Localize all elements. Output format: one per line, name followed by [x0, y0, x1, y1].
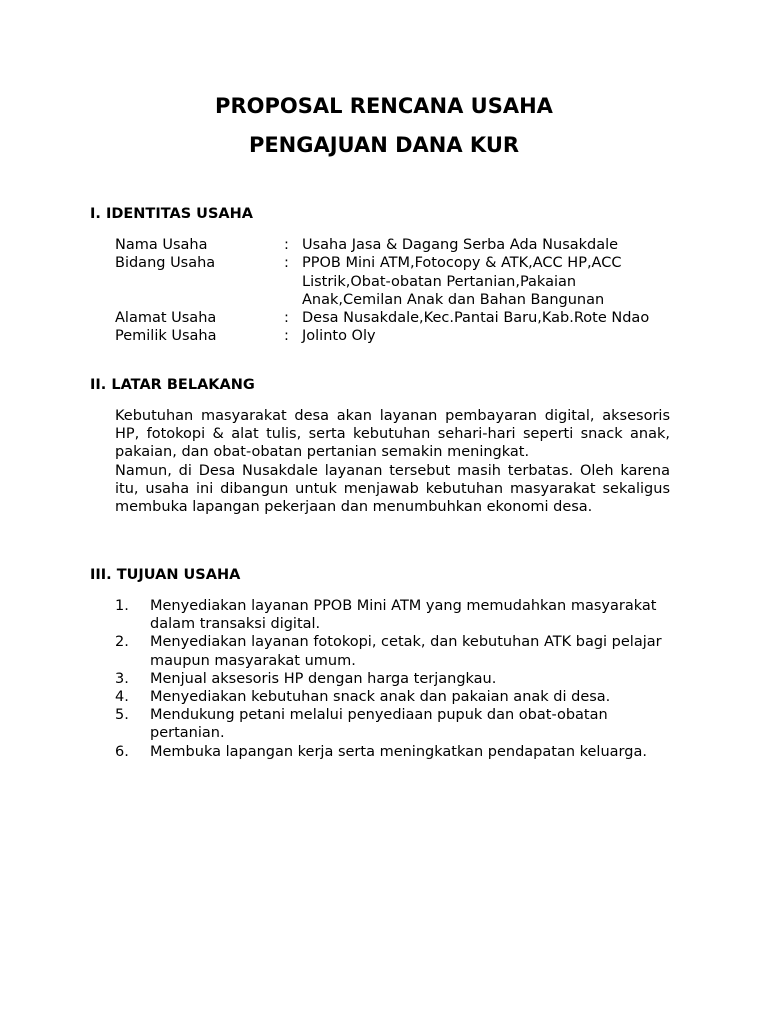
- section-heading-identitas: I. IDENTITAS USAHA: [90, 206, 253, 222]
- list-text: Mendukung petani melalui penyediaan pupuk dan obat-obatan pertanian.: [150, 707, 608, 742]
- section-heading-tujuan: III. TUJUAN USAHA: [90, 567, 241, 583]
- tujuan-list: [115, 597, 675, 761]
- list-text: Menjual aksesoris HP dengan harga terjangkau.: [150, 670, 497, 687]
- identity-separator: :: [284, 328, 289, 345]
- list-item: [115, 633, 675, 669]
- paragraph: Kebutuhan masyarakat desa akan layanan pembayaran digital, aksesoris HP, fotokopi & alat tulis, serta kebutuhan sehari-hari seperti snack anak, pakaian, dan obat-obatan pertanian semakin meningkat.: [115, 408, 670, 461]
- paragraph: Namun, di Desa Nusakdale layanan tersebut masih terbatas. Oleh karena itu, usaha ini dibangun untuk menjawab kebutuhan masyarakat sekaligus membuka lapangan pekerjaan dan menumbuhkan ekonomi desa.: [115, 462, 670, 516]
- list-item: [115, 688, 675, 706]
- identity-value: Jolinto Oly: [302, 328, 376, 345]
- identity-label: Bidang Usaha: [115, 255, 216, 272]
- list-item: [115, 597, 675, 633]
- list-item: [115, 670, 675, 688]
- identity-value: Desa Nusakdale,Kec.Pantai Baru,Kab.Rote Ndao: [302, 310, 650, 327]
- list-item: [115, 706, 675, 742]
- list-number: 3.: [115, 670, 129, 687]
- list-number: 2.: [115, 634, 129, 651]
- list-number: 5.: [115, 707, 129, 724]
- identity-label: Nama Usaha: [115, 237, 208, 253]
- identity-row-bidang: [115, 254, 675, 309]
- identity-value: Usaha Jasa & Dagang Serba Ada Nusakdale: [302, 237, 619, 253]
- document-subtitle: PENGAJUAN DANA KUR: [248, 133, 520, 157]
- list-item: [115, 743, 675, 761]
- identity-label: Alamat Usaha: [115, 310, 217, 327]
- list-number: 4.: [115, 689, 129, 706]
- identity-row-pemilik: [115, 327, 675, 345]
- list-text: Menyediakan layanan PPOB Mini ATM yang memudahkan masyarakat dalam transaksi digital.: [150, 598, 657, 633]
- identity-row-nama: [115, 236, 675, 254]
- list-number: 1.: [115, 598, 129, 614]
- latar-belakang-body: [115, 407, 670, 516]
- list-text: Menyediakan kebutuhan snack anak dan pakaian anak di desa.: [150, 689, 611, 706]
- list-text: Menyediakan layanan fotokopi, cetak, dan kebutuhan ATK bagi pelajar maupun masyarakat umum.: [150, 634, 662, 669]
- identity-value: PPOB Mini ATM,Fotocopy & ATK,ACC HP,ACC Listrik,Obat-obatan Pertanian,Pakaian Anak,Cemilan Anak dan Bahan Bangunan: [302, 255, 622, 308]
- document-title: PROPOSAL RENCANA USAHA: [215, 94, 553, 118]
- section-heading-latar: II. LATAR BELAKANG: [90, 377, 255, 393]
- list-number: 6.: [115, 743, 129, 760]
- identity-table: [115, 236, 675, 346]
- identity-separator: :: [284, 237, 289, 253]
- identity-row-alamat: [115, 309, 675, 327]
- identity-label: Pemilik Usaha: [115, 328, 217, 345]
- list-text: Membuka lapangan kerja serta meningkatkan pendapatan keluarga.: [150, 743, 647, 760]
- identity-separator: :: [284, 310, 289, 327]
- identity-separator: :: [284, 255, 289, 272]
